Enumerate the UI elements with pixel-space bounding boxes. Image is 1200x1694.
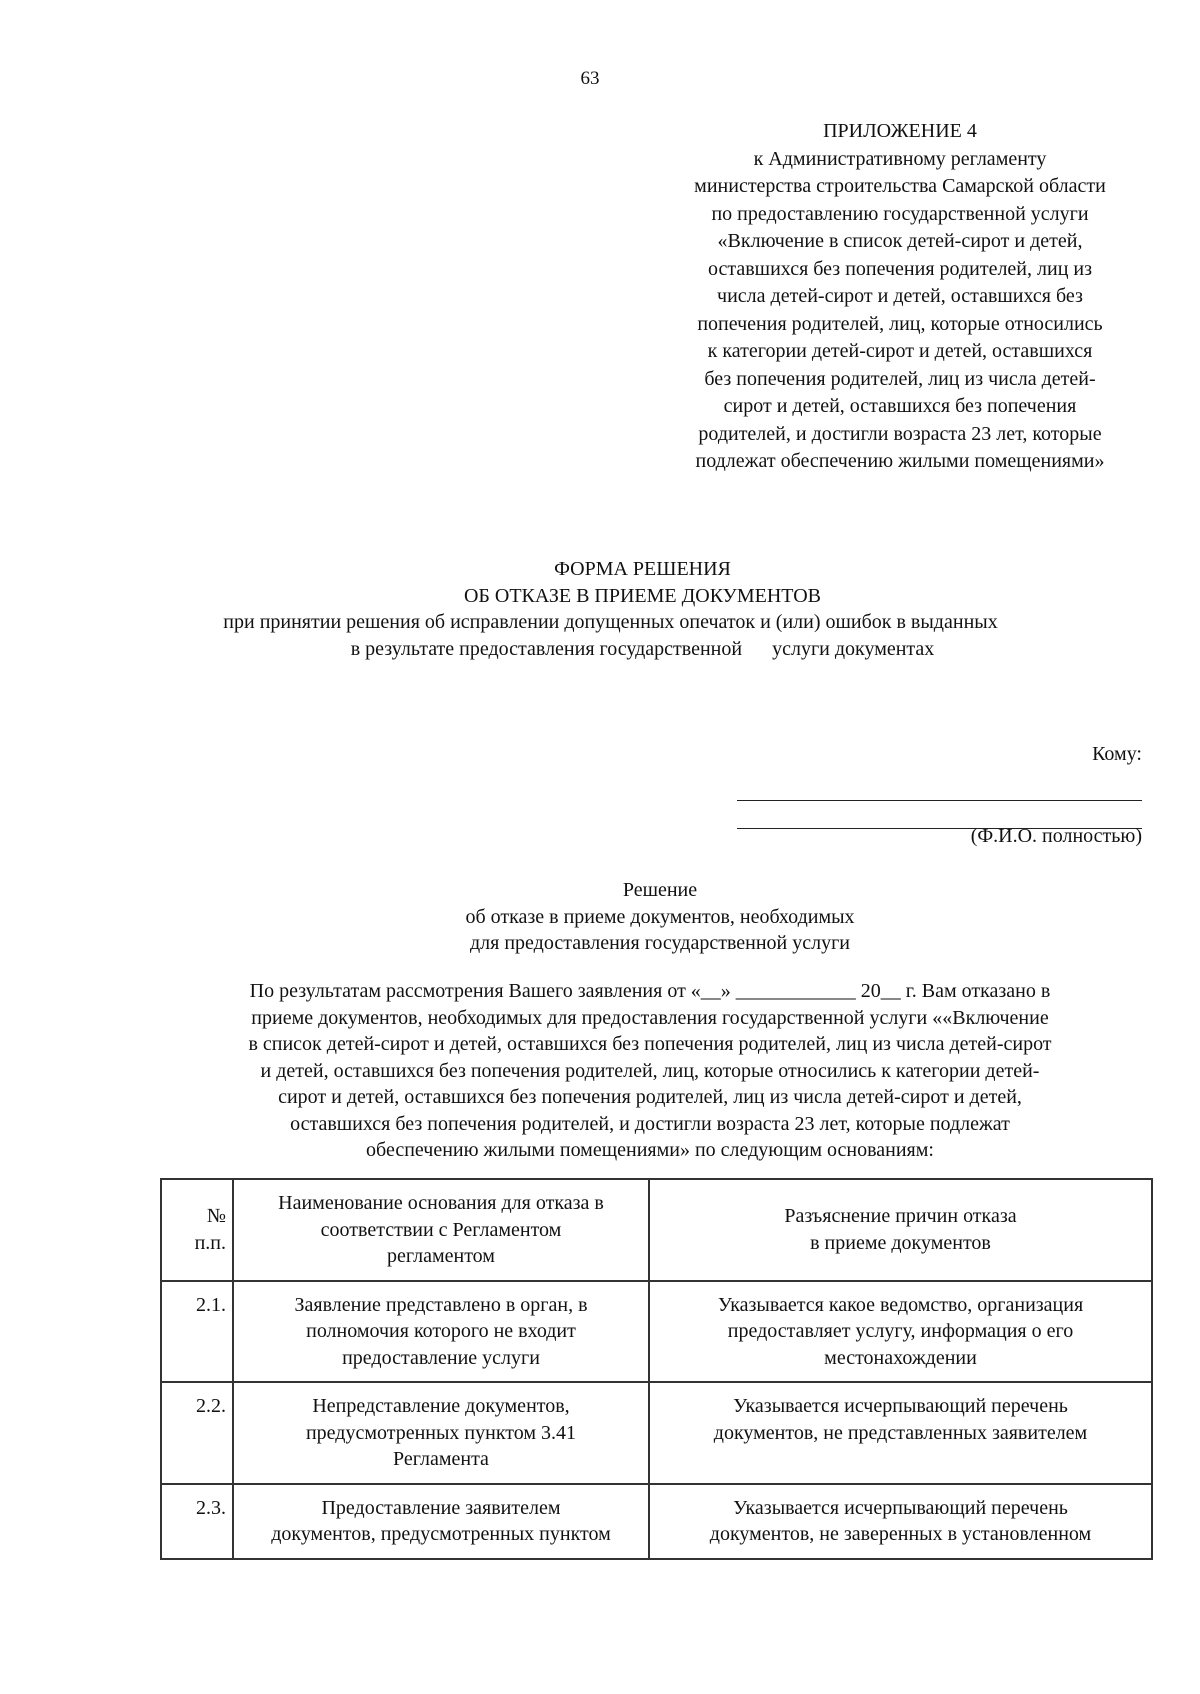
appendix-line: министерства строительства Самарской области (694, 175, 1106, 197)
row-reason-line: Предоставление заявителем (321, 1496, 561, 1519)
decision-title-line: Решение (622, 879, 698, 901)
row-reason (233, 1484, 649, 1559)
body-line: сирот и детей, оставшихся без попечения родителей, лиц из числа детей-сирот и детей, (278, 1086, 1022, 1108)
row-explanation-line: предоставляет услугу, информация о его (727, 1320, 1074, 1342)
row-reason (233, 1382, 649, 1484)
row-explanation-line: документов, не представленных заявителем (713, 1421, 1088, 1444)
row-explanation (649, 1484, 1152, 1559)
row-reason-line: Непредставление документов, (312, 1395, 570, 1417)
form-title-line: ОБ ОТКАЗЕ В ПРИЕМЕ ДОКУМЕНТОВ (463, 584, 822, 607)
appendix-line: ПРИЛОЖЕНИЕ 4 (823, 120, 977, 142)
recipient-label: Кому: (1092, 743, 1142, 765)
appendix-line: подлежат обеспечению жилыми помещениями» (695, 450, 1105, 472)
header-reason (233, 1179, 649, 1281)
row-number: 2.2. (161, 1382, 233, 1484)
row-reason-line: полномочия которого не входит (306, 1320, 576, 1342)
body-line: приеме документов, необходимых для предоставления государственной услуги ««Включение (251, 1006, 1049, 1029)
row-explanation-line: Указывается какое ведомство, организация (717, 1293, 1084, 1316)
row-reason-line: Регламента (393, 1448, 489, 1470)
table-row (161, 1484, 1152, 1559)
row-reason (233, 1281, 649, 1383)
decision-title (0, 877, 1200, 957)
recipient-caption: (Ф.И.О. полностью) (970, 825, 1142, 847)
recipient-line-1 (737, 800, 1142, 801)
header-number-line: п.п. (194, 1231, 226, 1254)
row-explanation-line: местонахождении (824, 1346, 977, 1369)
body-line: обеспечению жилыми помещениями» по следующим основаниям: (366, 1139, 934, 1161)
appendix-line: «Включение в список детей-сирот и детей, (717, 230, 1083, 252)
header-reason-line: регламентом (387, 1245, 495, 1267)
body-line: оставшихся без попечения родителей, и достигли возраста 23 лет, которые подлежат (290, 1112, 1010, 1135)
row-number: 2.3. (161, 1484, 233, 1559)
row-explanation (649, 1382, 1152, 1484)
header-explanation-line: в приеме документов (810, 1231, 991, 1254)
decision-title-line: для предоставления государственной услуги (469, 932, 851, 954)
table-row (161, 1382, 1152, 1484)
header-explanation (649, 1179, 1152, 1281)
decision-title-line: об отказе в приеме документов, необходимых (465, 905, 855, 928)
appendix-line: без попечения родителей, лиц из числа детей- (704, 367, 1096, 390)
row-number: 2.1. (161, 1281, 233, 1383)
header-explanation-line: Разъяснение причин отказа (784, 1205, 1017, 1228)
header-reason-line: соответствии с Регламентом (320, 1218, 562, 1241)
row-reason-line: документов, предусмотренных пунктом (271, 1523, 611, 1545)
appendix-line: попечения родителей, лиц, которые относились (697, 312, 1103, 335)
appendix-line: по предоставлению государственной услуги (711, 202, 1089, 225)
page-number: 63 (580, 68, 600, 89)
row-reason-line: предоставление услуги (342, 1346, 540, 1369)
appendix-line: к Административному регламенту (753, 147, 1047, 170)
decision-body (150, 978, 1150, 1164)
appendix-line: числа детей-сирот и детей, оставшихся без (717, 285, 1083, 307)
form-title-line: ФОРМА РЕШЕНИЯ (554, 558, 731, 580)
appendix-line: к категории детей-сирот и детей, оставшихся (707, 340, 1093, 362)
row-reason-line: предусмотренных пунктом 3.41 (305, 1421, 577, 1444)
appendix-line: сирот и детей, оставшихся без попечения (723, 395, 1077, 417)
row-reason-line: Заявление представлено в орган, в (294, 1293, 588, 1316)
body-line: и детей, оставшихся без попечения родителей, лиц, которые относились к категории детей- (260, 1059, 1040, 1082)
appendix-line: оставшихся без попечения родителей, лиц из (707, 257, 1092, 280)
form-subtitle-line: в результате предоставления государственной услуги документах (350, 637, 935, 660)
body-line: в список детей-сирот и детей, оставшихся без попечения родителей, лиц из числа детей-сирот (248, 1033, 1052, 1055)
refusal-reasons-table (160, 1178, 1153, 1560)
header-reason-line: Наименование основания для отказа в (278, 1192, 604, 1214)
form-subtitle-line: при принятии решения об исправлении допущенных опечаток и (или) ошибок в выданных (223, 611, 998, 633)
row-explanation (649, 1281, 1152, 1383)
row-explanation-line: документов, не заверенных в установленном (709, 1523, 1092, 1545)
appendix-header (640, 118, 1160, 476)
form-title (0, 556, 1200, 662)
table-header-row (161, 1179, 1152, 1281)
header-number (161, 1179, 233, 1281)
table-row (161, 1281, 1152, 1383)
header-number-line: № (206, 1205, 226, 1228)
appendix-line: родителей, и достигли возраста 23 лет, которые (698, 422, 1102, 445)
body-line: По результатам рассмотрения Вашего заявления от «__» ____________ 20__ г. Вам отказано в (249, 980, 1051, 1002)
row-explanation-line: Указывается исчерпывающий перечень (733, 1395, 1068, 1417)
row-explanation-line: Указывается исчерпывающий перечень (733, 1496, 1068, 1519)
